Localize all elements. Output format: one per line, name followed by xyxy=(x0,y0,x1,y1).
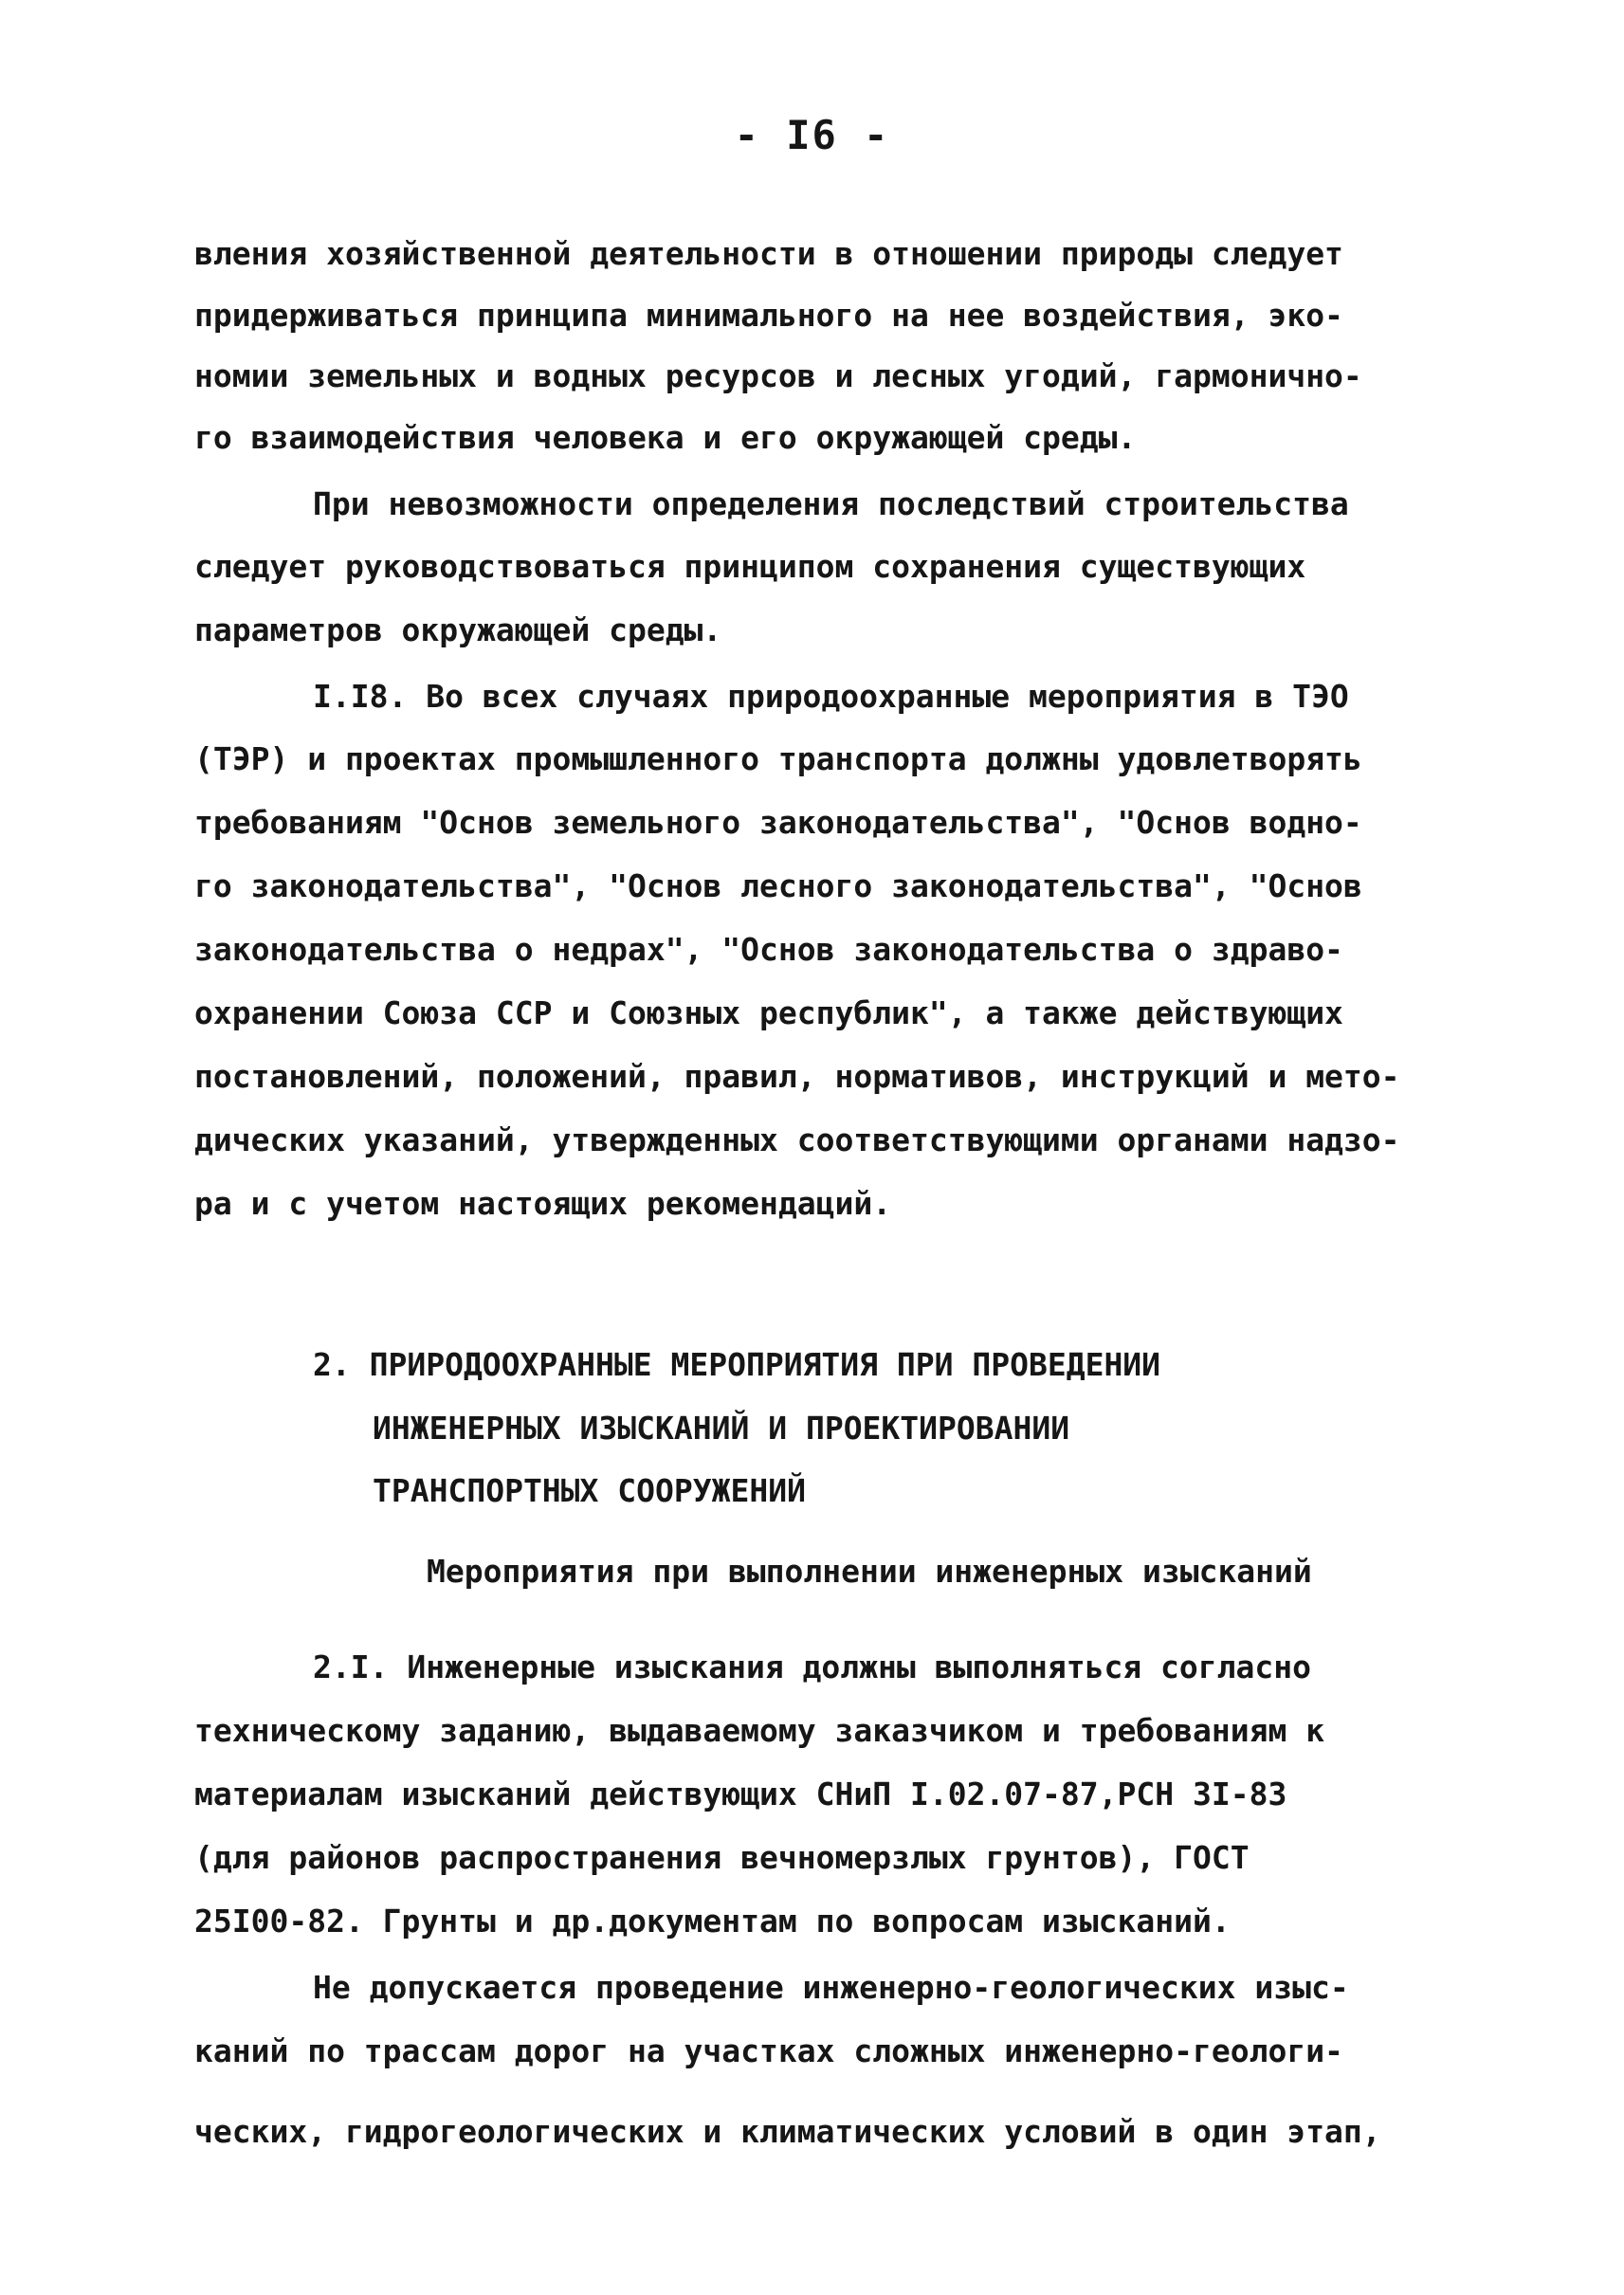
paragraph-start: 2.I. Инженерные изыскания должны выполняться согласно xyxy=(313,1648,1311,1685)
page-number: - I6 - xyxy=(734,112,890,158)
text-line: дических указаний, утвержденных соответствующими органами надзо- xyxy=(194,1121,1400,1158)
text-line: (ТЭР) и проектах промышленного транспорта должны удовлетворять xyxy=(194,740,1362,777)
text-line: го взаимодействия человека и его окружающей среды. xyxy=(194,419,1137,456)
paragraph-start: При невозможности определения последствий строительства xyxy=(313,485,1349,522)
paragraph-start: I.I8. Во всех случаях природоохранные мероприятия в ТЭО xyxy=(313,678,1349,715)
text-line: 25I00-82. Грунты и др.документам по вопросам изысканий. xyxy=(194,1903,1231,1940)
text-line: материалам изысканий действующих СНиП I.02.07-87,РСН 3I-83 xyxy=(194,1776,1287,1812)
text-line: номии земельных и водных ресурсов и лесных угодий, гармонично- xyxy=(194,357,1362,394)
text-line: охранении Союза ССР и Союзных республик", а также действующих xyxy=(194,994,1343,1031)
text-line: законодательства о недрах", "Основ законодательства о здраво- xyxy=(194,931,1343,968)
text-line: постановлений, положений, правил, нормативов, инструкций и мето- xyxy=(194,1058,1400,1095)
subsection-heading: Мероприятия при выполнении инженерных изысканий xyxy=(427,1553,1312,1590)
text-line: следует руководствоваться принципом сохранения существующих xyxy=(194,548,1306,585)
text-line: (для районов распространения вечномерзлых грунтов), ГОСТ xyxy=(194,1839,1250,1876)
text-line: параметров окружающей среды. xyxy=(194,611,722,648)
text-line: требованиям "Основ земельного законодательства", "Основ водно- xyxy=(194,804,1362,841)
paragraph-start: Не допускается проведение инженерно-геологических изыс- xyxy=(313,1969,1349,2006)
text-line: ческих, гидрогеологических и климатических условий в один этап, xyxy=(194,2113,1381,2150)
text-line: ра и с учетом настоящих рекомендаций. xyxy=(194,1185,892,1222)
section-heading-cont: ИНЖЕНЕРНЫХ ИЗЫСКАНИЙ И ПРОЕКТИРОВАНИИ xyxy=(373,1410,1070,1447)
section-heading-cont: ТРАНСПОРТНЫХ СООРУЖЕНИЙ xyxy=(373,1472,806,1509)
text-line: го законодательства", "Основ лесного законодательства", "Основ xyxy=(194,867,1362,904)
text-line: техническому заданию, выдаваемому заказчиком и требованиям к xyxy=(194,1712,1325,1749)
section-heading: 2. ПРИРОДООХРАННЫЕ МЕРОПРИЯТИЯ ПРИ ПРОВЕДЕНИИ xyxy=(313,1346,1161,1383)
text-line: придерживаться принципа минимального на нее воздействия, эко- xyxy=(194,297,1343,334)
text-line: каний по трассам дорог на участках сложных инженерно-геологи- xyxy=(194,2032,1343,2069)
text-line: вления хозяйственной деятельности в отношении природы следует xyxy=(194,235,1343,272)
